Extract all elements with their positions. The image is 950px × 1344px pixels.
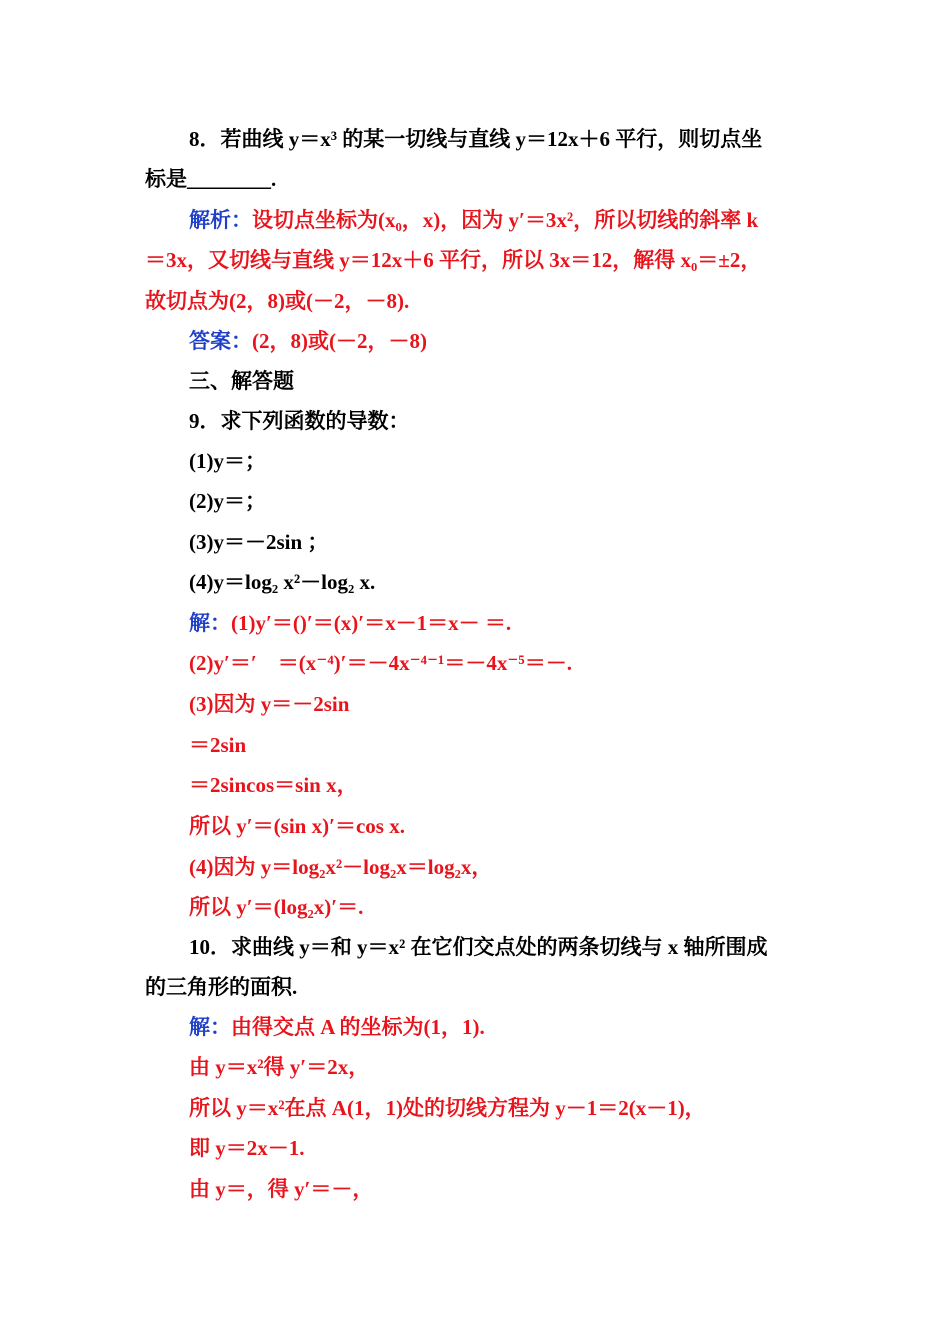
analysis-label: 解析： <box>189 208 252 232</box>
q8-line1 <box>189 124 869 154</box>
text-run: 由 y＝x²得 y′＝2x， <box>189 1055 370 1079</box>
text-run: 10．求曲线 y＝和 y＝x² 在它们交点处的两条切线与 x 轴所围成 <box>189 935 768 959</box>
q8-analysis-3 <box>145 286 825 316</box>
text-run: (2)y′＝′ ＝(x⁻⁴)′＝－4x⁻⁴⁻¹＝－4x⁻⁵＝－. <box>189 651 572 675</box>
answer-label: 答案： <box>189 329 252 353</box>
text-run: 故切点为(2，8)或(－2，－8). <box>145 289 410 313</box>
q10-line1 <box>189 932 869 962</box>
text-run: 8．若曲线 y＝x³ 的某一切线与直线 y＝12x＋6 平行，则切点坐 <box>189 127 763 151</box>
q8-answer <box>189 326 869 356</box>
q10-sol-2 <box>189 1052 869 1082</box>
q9-sol-7 <box>189 852 869 882</box>
q9-sol-6 <box>189 811 869 841</box>
text-run: (4)因为 y＝log₂x²－log₂x＝log₂x， <box>189 855 493 879</box>
q9-stem <box>189 406 869 436</box>
text-run: 标是________. <box>145 167 277 191</box>
text-run: 所以 y＝x²在点 A(1，1)处的切线方程为 y－1＝2(x－1)， <box>189 1096 706 1120</box>
text-run: 设切点坐标为(x₀，x)，因为 y′＝3x²，所以切线的斜率 k <box>252 208 759 232</box>
text-run: (2)y＝； <box>189 489 266 513</box>
text-run: 由得交点 A 的坐标为(1，1). <box>231 1015 485 1039</box>
q9-sol-8 <box>189 892 869 922</box>
q10-sol-1 <box>189 1012 869 1042</box>
text-run: ＝2sin <box>189 733 247 757</box>
solution-label: 解： <box>189 611 231 635</box>
q10-sol-4 <box>189 1133 869 1163</box>
text-run: (3)因为 y＝－2sin <box>189 692 350 716</box>
text-run: (1)y＝； <box>189 449 266 473</box>
q9-sol-3 <box>189 689 869 719</box>
q9-sol-2 <box>189 648 869 678</box>
q10-sol-5 <box>189 1174 869 1204</box>
q10-line2 <box>145 972 825 1002</box>
q9-sol-5 <box>189 770 869 800</box>
q9-3 <box>189 527 869 557</box>
text-run: (2，8)或(－2，－8) <box>252 329 427 353</box>
q9-4 <box>189 567 869 597</box>
q8-line2 <box>145 164 825 194</box>
text-run: 由 y＝，得 y′＝－， <box>189 1177 374 1201</box>
text-run: 所以 y′＝(sin x)′＝cos x. <box>189 814 405 838</box>
text-run: (4)y＝log₂ x²－log₂ x. <box>189 570 376 594</box>
q9-1 <box>189 446 869 476</box>
text-run: ＝3x，又切线与直线 y＝12x＋6 平行，所以 3x＝12，解得 x₀＝±2， <box>145 248 762 272</box>
text-run: 的三角形的面积. <box>145 975 298 999</box>
text-run: (3)y＝－2sin ； <box>189 530 329 554</box>
q9-2 <box>189 486 869 516</box>
q9-sol-1 <box>189 608 869 638</box>
solution-label: 解： <box>189 1015 231 1039</box>
text-run: ＝2sincos＝sin x， <box>189 773 358 797</box>
text-run: 所以 y′＝(log₂x)′＝. <box>189 895 364 919</box>
text-run: 9．求下列函数的导数： <box>189 409 410 433</box>
section-heading <box>189 366 869 396</box>
q8-analysis-1 <box>189 205 869 235</box>
text-run: (1)y′＝()′＝(x)′＝x－1＝x－ ＝. <box>231 611 512 635</box>
q9-sol-4 <box>189 730 869 760</box>
q8-analysis-2 <box>145 245 825 275</box>
q10-sol-3 <box>189 1093 869 1123</box>
text-run: 三、解答题 <box>189 369 294 393</box>
text-run: 即 y＝2x－1. <box>189 1136 305 1160</box>
